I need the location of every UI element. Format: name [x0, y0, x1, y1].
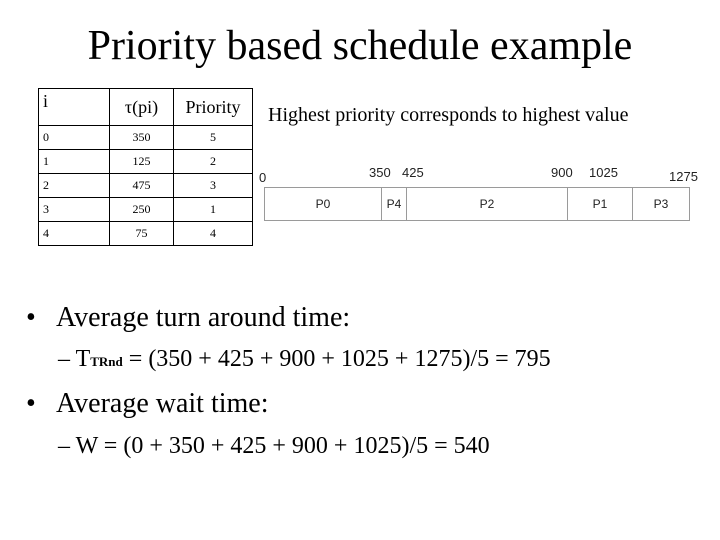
cell-tau: 250 [110, 198, 174, 222]
slide-title: Priority based schedule example [87, 23, 633, 69]
gantt-segment-p4: P4 [382, 188, 407, 220]
bullet-dot: • [26, 388, 36, 419]
gantt-segment-p2: P2 [407, 188, 568, 220]
cell-tau: 475 [110, 174, 174, 198]
bullet-wait-label: Average wait time: [56, 388, 269, 419]
bullet-turnaround [26, 302, 350, 334]
bullet-turnaround-label: Average turn around time: [56, 302, 351, 333]
cell-priority: 1 [174, 198, 253, 222]
turnaround-formula-prefix: T [75, 346, 91, 372]
turnaround-formula-subscript: TRnd [90, 354, 123, 369]
cell-priority: 2 [174, 150, 253, 174]
table-row [39, 126, 253, 150]
wait-formula-text: W = (0 + 350 + 425 + 900 + 1025)/5 = 540 [75, 433, 490, 459]
header-priority: Priority [174, 89, 253, 126]
table-row [39, 198, 253, 222]
cell-tau: 75 [110, 222, 174, 246]
cell-i: 1 [39, 150, 110, 174]
dash: – [58, 433, 70, 459]
gantt-tick-label: 1025 [589, 165, 618, 180]
dash: – [58, 346, 70, 372]
header-tau: τ(pi) [110, 89, 174, 126]
table-row [39, 174, 253, 198]
gantt-tick-label: 1275 [669, 169, 698, 184]
gantt-tick-label: 425 [402, 165, 424, 180]
cell-i: 3 [39, 198, 110, 222]
cell-tau: 125 [110, 150, 174, 174]
bullet-wait [26, 388, 269, 420]
cell-i: 2 [39, 174, 110, 198]
table-row [39, 150, 253, 174]
table-row [39, 222, 253, 246]
gantt-segment-p3: P3 [653, 197, 669, 211]
cell-priority: 3 [174, 174, 253, 198]
header-i: i [39, 89, 110, 126]
cell-i: 4 [39, 222, 110, 246]
cell-priority: 5 [174, 126, 253, 150]
wait-formula [58, 433, 490, 460]
table-header-row [39, 89, 253, 126]
gantt-tick-label: 900 [551, 165, 573, 180]
priority-note: Highest priority corresponds to highest value [268, 104, 629, 126]
turnaround-formula-rest: = (350 + 425 + 900 + 1025 + 1275)/5 = 795 [122, 346, 551, 372]
cell-tau: 350 [110, 126, 174, 150]
gantt-chart [264, 187, 690, 221]
process-table [38, 88, 253, 246]
turnaround-formula [58, 346, 551, 373]
bullet-dot: • [26, 302, 36, 333]
gantt-tick-label: 350 [369, 165, 391, 180]
gantt-segment-p1: P1 [568, 188, 633, 220]
cell-i: 0 [39, 126, 110, 150]
gantt-segment-p0: P0 [265, 188, 382, 220]
cell-priority: 4 [174, 222, 253, 246]
gantt-tick-label: 0 [259, 170, 267, 185]
